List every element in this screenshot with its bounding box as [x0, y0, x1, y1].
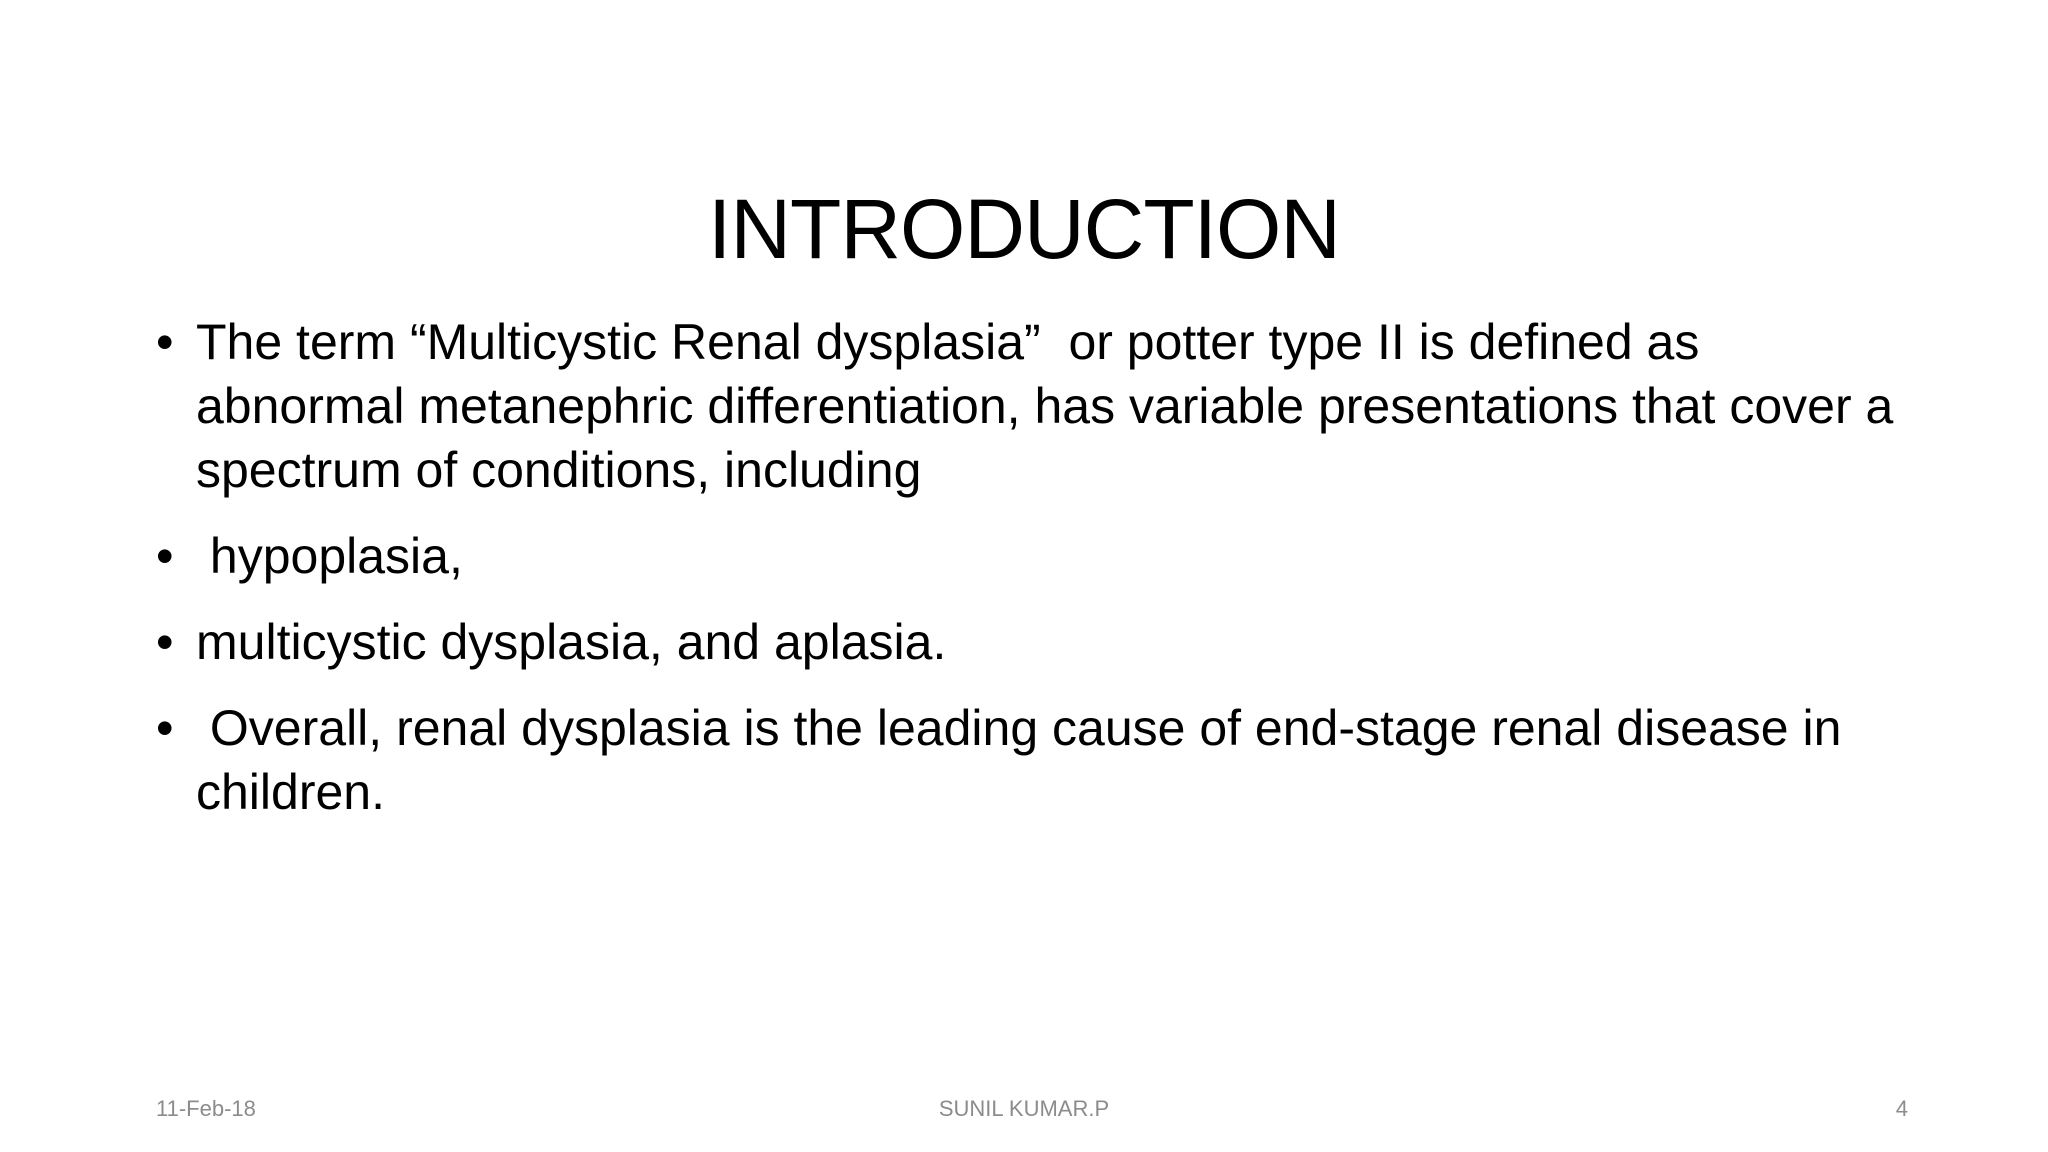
- bullet-text: multicystic dysplasia, and aplasia.: [196, 614, 947, 670]
- footer-date: 11-Feb-18: [156, 1096, 256, 1121]
- bullet-item: [156, 310, 1916, 502]
- bullet-item: [156, 610, 1916, 674]
- bullet-text: Overall, renal dysplasia is the leading cause of end-stage renal disease in children.: [196, 700, 1856, 820]
- footer-page-number: 4: [1895, 1096, 1908, 1121]
- bullet-item: [156, 696, 1916, 824]
- bullet-list: [156, 310, 1916, 846]
- bullet-icon: •: [156, 314, 174, 370]
- bullet-item: [156, 524, 1916, 588]
- slide-title: INTRODUCTION: [708, 182, 1340, 277]
- bullet-text: The term “Multicystic Renal dysplasia” or potter type II is defined as abnormal metanephric differentiation, has variable presentations that cover a spectrum of conditions, including: [196, 314, 1908, 498]
- bullet-icon: •: [156, 614, 174, 670]
- bullet-text: hypoplasia,: [196, 528, 463, 584]
- bullet-icon: •: [156, 528, 174, 584]
- footer-author: SUNIL KUMAR.P: [938, 1096, 1110, 1121]
- bullet-icon: •: [156, 700, 174, 756]
